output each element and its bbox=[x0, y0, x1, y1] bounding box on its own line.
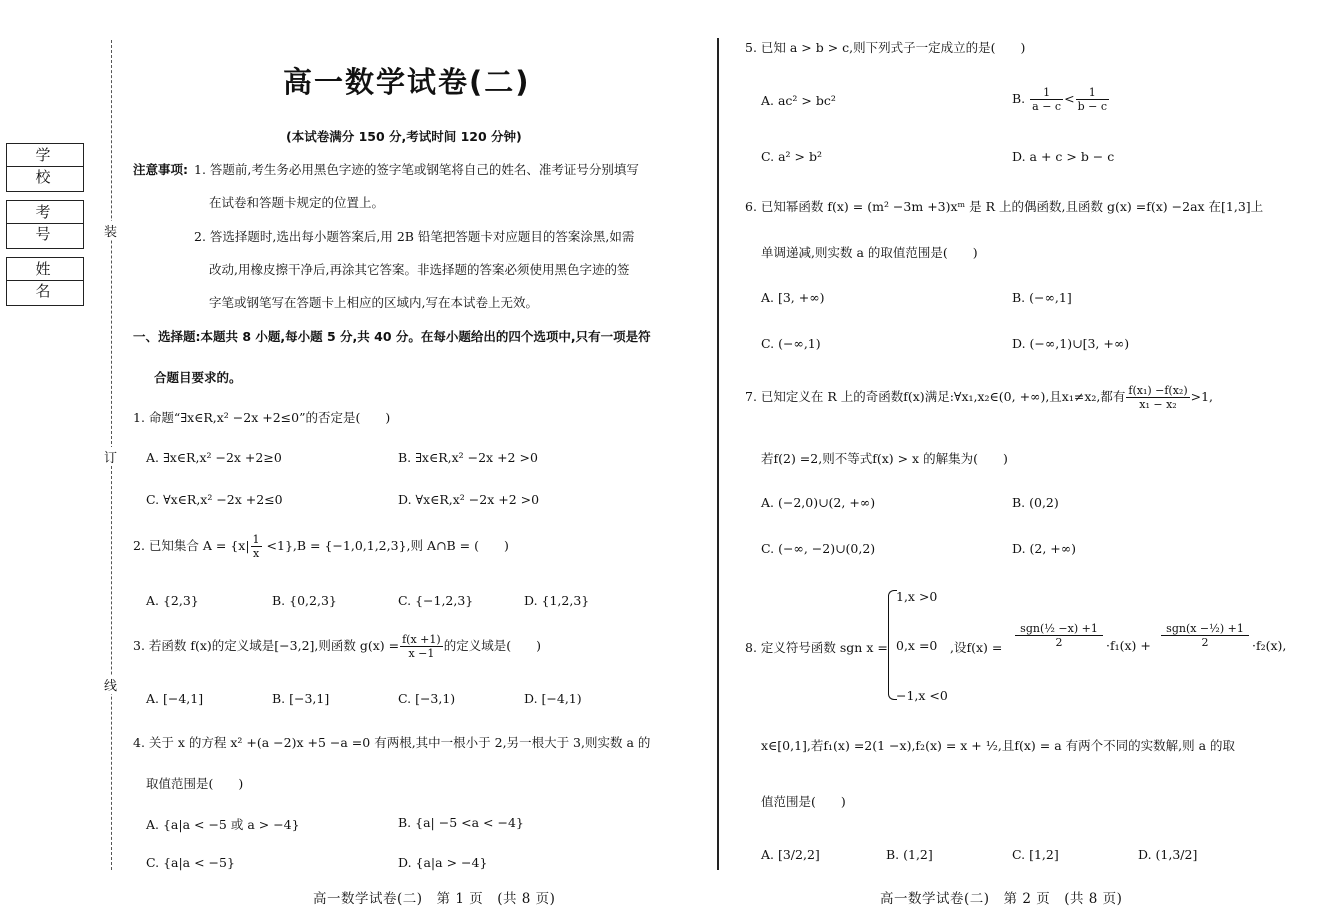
q5-option-a: A. ac² > bc² bbox=[761, 93, 836, 108]
q5-b-fraction-1 bbox=[1030, 86, 1063, 113]
notice-item2-line2: 改动,用橡皮擦干净后,再涂其它答案。非选择题的答案必须使用黑色字迹的签 bbox=[209, 262, 630, 277]
q6-stem-line1: 6. 已知幂函数 f(x) = (m² −3m +3)xᵐ 是 R 上的偶函数,且函数 g(x) =f(x) −2ax 在[1,3]上 bbox=[745, 199, 1264, 214]
q8-f2-frac bbox=[1161, 622, 1249, 649]
q8-f2-tail: ·f₂(x), bbox=[1252, 638, 1287, 653]
q7-stem-line1 bbox=[745, 384, 1213, 411]
q8-f1-frac bbox=[1015, 622, 1103, 649]
q4-option-a: A. {a|a < −5 或 a > −4} bbox=[146, 817, 300, 832]
q4-option-c: C. {a|a < −5} bbox=[146, 855, 235, 870]
q2-option-a: A. {2,3} bbox=[146, 593, 199, 608]
q8-f1-numerator: sgn(½ −x) +1 bbox=[1015, 622, 1103, 636]
q8-case-positive: 1,x >0 bbox=[896, 589, 938, 604]
q3-stem-b: 的定义域是( ) bbox=[443, 638, 541, 653]
q5-b-frac2-denominator: b − c bbox=[1077, 100, 1107, 113]
q3-stem-a: 3. 若函数 f(x)的定义域是[−3,2],则函数 g(x) = bbox=[133, 638, 400, 653]
q8-stem-line3: 值范围是( ) bbox=[761, 794, 846, 809]
q7-frac-numerator: f(x₁) −f(x₂) bbox=[1128, 384, 1188, 397]
q8-option-a: A. [3/2,2] bbox=[761, 847, 820, 862]
q7-fraction bbox=[1126, 384, 1189, 411]
q2-frac-numerator: 1 bbox=[252, 533, 260, 546]
binding-mark-zhuang: 装 bbox=[104, 221, 117, 240]
q8-option-b: B. (1,2] bbox=[886, 847, 933, 862]
q8-f1-tail: ·f₁(x) + bbox=[1106, 638, 1151, 653]
q1-stem: 1. 命题“∃x∈R,x² −2x +2≤0”的否定是( ) bbox=[133, 410, 391, 425]
q2-stem-a: 2. 已知集合 A = {x| bbox=[133, 538, 250, 553]
q5-b-frac1-numerator: 1 bbox=[1030, 86, 1063, 100]
section1-header-line1: 一、选择题:本题共 8 小题,每小题 5 分,共 40 分。在每小题给出的四个选项中,只有一项是符 bbox=[133, 329, 651, 344]
q4-option-b: B. {a| −5 <a < −4} bbox=[398, 815, 524, 830]
q1-option-d: D. ∀x∈R,x² −2x +2 >0 bbox=[398, 492, 540, 507]
q8-f2-numerator: sgn(x −½) +1 bbox=[1161, 622, 1249, 636]
section1-header-line2: 合题目要求的。 bbox=[154, 370, 242, 385]
q8-mid-text: ,设f(x) = bbox=[950, 640, 1003, 655]
q6-option-d: D. (−∞,1)∪[3, +∞) bbox=[1012, 336, 1130, 351]
q3-frac-numerator: f(x +1) bbox=[402, 633, 441, 646]
q8-f2-denominator: 2 bbox=[1201, 636, 1209, 649]
q5-option-b bbox=[1012, 86, 1110, 113]
q8-case-negative: −1,x <0 bbox=[896, 688, 948, 703]
q8-option-d: D. (1,3/2] bbox=[1138, 847, 1198, 862]
q8-f2-fraction bbox=[1160, 622, 1250, 649]
name-box bbox=[6, 257, 84, 306]
q5-b-frac1-denominator: a − c bbox=[1032, 100, 1062, 113]
notice-item2-line3: 字笔或钢笔写在答题卡上相应的区域内,写在本试卷上无效。 bbox=[209, 295, 538, 310]
footer-page-2: 高一数学试卷(二) 第 2 页 (共 8 页) bbox=[880, 891, 1123, 907]
q2-stem-b: <1},B = {−1,0,1,2,3},则 A∩B = ( ) bbox=[262, 538, 509, 553]
exam-subtitle: (本试卷满分 150 分,考试时间 120 分钟) bbox=[286, 129, 522, 144]
q7-stem-b: >1, bbox=[1190, 389, 1214, 404]
q8-option-c: C. [1,2] bbox=[1012, 847, 1059, 862]
q5-b-fraction-2 bbox=[1076, 86, 1109, 113]
q3-fraction bbox=[400, 633, 443, 660]
q1-option-c: C. ∀x∈R,x² −2x +2≤0 bbox=[146, 492, 283, 507]
binding-mark-xian: 线 bbox=[104, 675, 117, 694]
q1-option-b: B. ∃x∈R,x² −2x +2 >0 bbox=[398, 450, 538, 465]
page-divider bbox=[717, 38, 719, 870]
q8-f1-fraction bbox=[1014, 622, 1104, 649]
q7-option-c: C. (−∞, −2)∪(0,2) bbox=[761, 541, 876, 556]
q5-stem: 5. 已知 a > b > c,则下列式子一定成立的是( ) bbox=[745, 40, 1026, 55]
q6-option-c: C. (−∞,1) bbox=[761, 336, 821, 351]
q8-f1-denominator: 2 bbox=[1055, 636, 1063, 649]
q8-prefix: 8. 定义符号函数 sgn x = bbox=[745, 640, 888, 655]
q3-frac-denominator: x −1 bbox=[408, 647, 435, 660]
q3-option-d: D. [−4,1) bbox=[524, 691, 582, 706]
q2-frac-denominator: x bbox=[252, 547, 260, 560]
q3-option-c: C. [−3,1) bbox=[398, 691, 456, 706]
q3-option-b: B. [−3,1] bbox=[272, 691, 330, 706]
exam-number-box bbox=[6, 200, 84, 249]
q7-option-d: D. (2, +∞) bbox=[1012, 541, 1077, 556]
page-title: 高一数学试卷(二) bbox=[283, 65, 531, 99]
q5-b-operator: < bbox=[1064, 91, 1075, 106]
footer-page-1: 高一数学试卷(二) 第 1 页 (共 8 页) bbox=[313, 891, 556, 907]
notice-item2-line1: 2. 答选择题时,选出每小题答案后,用 2B 铅笔把答题卡对应题目的答案涂黑,如需 bbox=[194, 229, 635, 244]
school-box bbox=[6, 143, 84, 192]
q4-stem-line1: 4. 关于 x 的方程 x² +(a −2)x +5 −a =0 有两根,其中一根小于 2,另一根大于 3,则实数 a 的 bbox=[133, 735, 651, 750]
q1-option-a: A. ∃x∈R,x² −2x +2≥0 bbox=[146, 450, 282, 465]
q8-stem-line2: x∈[0,1],若f₁(x) =2(1 −x),f₂(x) = x + ½,且f(x) = a 有两个不同的实数解,则 a 的取 bbox=[761, 738, 1235, 753]
notice-item1-line1: 1. 答题前,考生务必用黑色字迹的签字笔或钢笔将自己的姓名、准考证号分别填写 bbox=[194, 162, 639, 177]
q5-option-d: D. a + c > b − c bbox=[1012, 149, 1115, 164]
exam-number-label: 考 号 bbox=[7, 201, 83, 224]
q6-option-b: B. (−∞,1] bbox=[1012, 290, 1072, 305]
q2-option-b: B. {0,2,3} bbox=[272, 593, 337, 608]
q6-stem-line2: 单调递减,则实数 a 的取值范围是( ) bbox=[761, 245, 978, 260]
q7-stem-line2: 若f(2) =2,则不等式f(x) > x 的解集为( ) bbox=[761, 451, 1008, 466]
q5-option-c: C. a² > b² bbox=[761, 149, 822, 164]
q8-case-zero: 0,x =0 bbox=[896, 638, 938, 653]
q5-b-frac2-numerator: 1 bbox=[1076, 86, 1109, 100]
school-label: 学 校 bbox=[7, 144, 83, 167]
q4-option-d: D. {a|a > −4} bbox=[398, 855, 488, 870]
notice-item1-line2: 在试卷和答题卡规定的位置上。 bbox=[209, 195, 385, 210]
name-label: 姓 名 bbox=[7, 258, 83, 281]
q7-option-a: A. (−2,0)∪(2, +∞) bbox=[761, 495, 876, 510]
q2-option-c: C. {−1,2,3} bbox=[398, 593, 474, 608]
notice-label: 注意事项: bbox=[133, 162, 188, 177]
q3-stem bbox=[133, 633, 541, 660]
q4-stem-line2: 取值范围是( ) bbox=[146, 776, 244, 791]
q7-frac-denominator: x₁ − x₂ bbox=[1139, 398, 1177, 411]
q7-option-b: B. (0,2) bbox=[1012, 495, 1059, 510]
q7-stem-a: 7. 已知定义在 R 上的奇函数f(x)满足:∀x₁,x₂∈(0, +∞),且x₁≠x₂,都有 bbox=[745, 389, 1126, 404]
q3-option-a: A. [−4,1] bbox=[146, 691, 204, 706]
q2-option-d: D. {1,2,3} bbox=[524, 593, 590, 608]
q6-option-a: A. [3, +∞) bbox=[761, 290, 825, 305]
q5-option-b-prefix: B. bbox=[1012, 91, 1026, 106]
q2-fraction bbox=[251, 533, 262, 560]
binding-mark-ding: 订 bbox=[104, 447, 117, 466]
q2-stem bbox=[133, 533, 509, 560]
